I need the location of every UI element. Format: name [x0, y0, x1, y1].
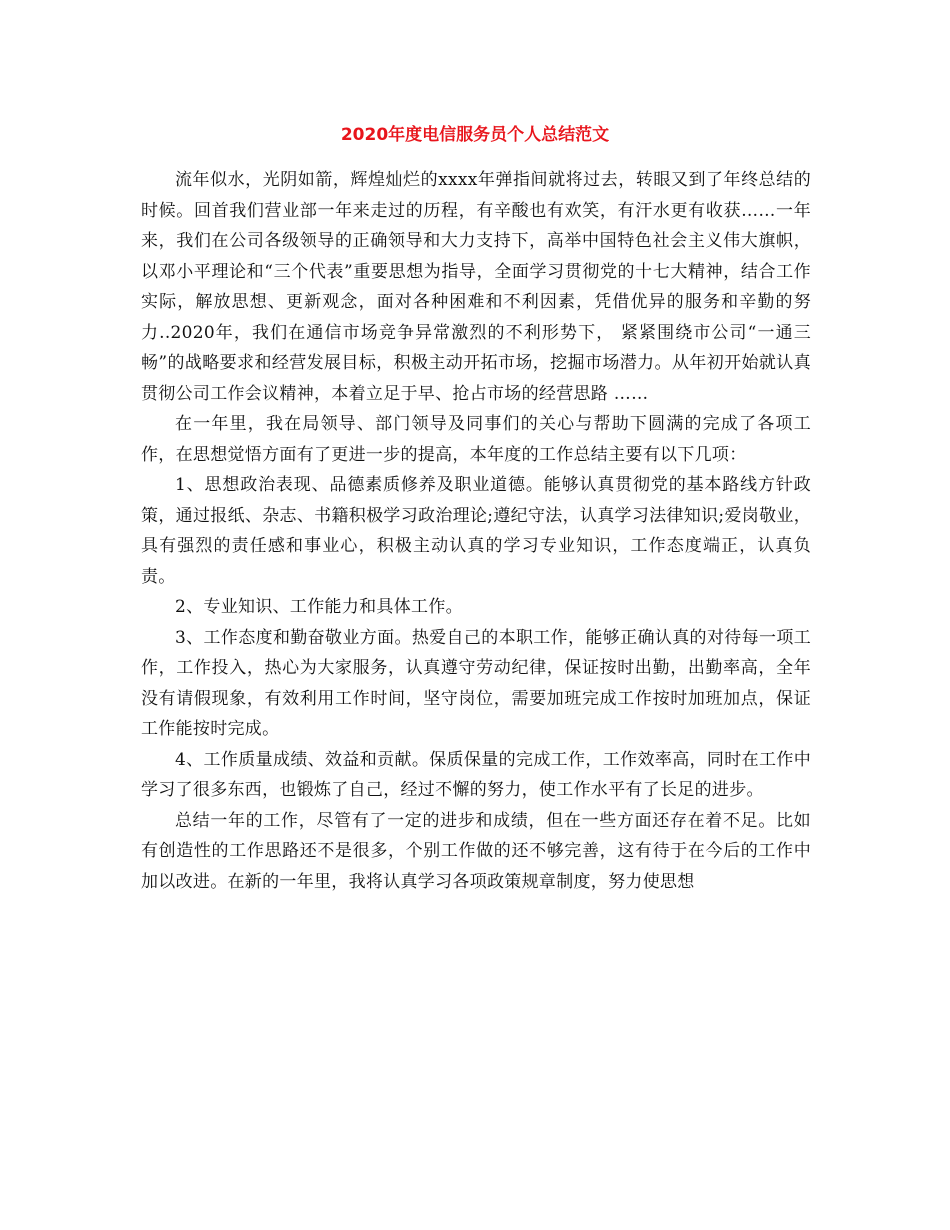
paragraph-item-1-political: 1、思想政治表现、品德素质修养及职业道德。能够认真贯彻党的基本路线方针政策，通过报纸、杂志、书籍积极学习政治理论;遵纪守法，认真学习法律知识;爱岗敬业，具有强烈的责任感和事业心，积极主动认真的学习专业知识，工作态度端正，认真负责。	[141, 475, 811, 587]
paragraph-intro: 流年似水，光阴如箭，辉煌灿烂的xxxx年弹指间就将过去，转眼又到了年终总结的时候。回首我们营业部一年来走过的历程，有辛酸也有欢笑，有汗水更有收获……一年来，我们在公司各级领导的正确领导和大力支持下，高举中国特色社会主义伟大旗帜，以邓小平理论和“三个代表”重要思想为指导，全面学习贯彻党的十七大精神，结合工作实际，解放思想、更新观念，面对各种困难和不利因素，凭借优异的服务和辛勤的努力..2020年，我们在通信市场竞争异常激烈的不利形势下， 紧紧围绕市公司“一通三畅”的战略要求和经营发展目标，积极主动开拓市场，挖掘市场潜力。从年初开始就认真贯彻公司工作会议精神，本着立足于早、抢占市场的经营思路 ……	[141, 170, 811, 404]
paragraph-item-2-professional: 2、专业知识、工作能力和具体工作。	[175, 597, 463, 617]
document-title: 2020年度电信服务员个人总结范文	[340, 125, 610, 145]
paragraph-conclusion: 总结一年的工作，尽管有了一定的进步和成绩，但在一些方面还存在着不足。比如有创造性的工作思路还不是很多，个别工作做的还不够完善，这有待于在今后的工作中加以改进。在新的一年里，我将认真学习各项政策规章制度，努力使思想	[141, 810, 811, 892]
document-body	[141, 165, 811, 897]
paragraph-summary-overview: 在一年里，我在局领导、部门领导及同事们的关心与帮助下圆满的完成了各项工作，在思想觉悟方面有了更进一步的提高，本年度的工作总结主要有以下几项：	[141, 414, 811, 465]
paragraph-item-4-quality: 4、工作质量成绩、效益和贡献。保质保量的完成工作，工作效率高，同时在工作中学习了很多东西，也锻炼了自己，经过不懈的努力，使工作水平有了长足的进步。	[141, 749, 811, 800]
paragraph-item-3-attitude: 3、工作态度和勤奋敬业方面。热爱自己的本职工作，能够正确认真的对待每一项工作，工作投入，热心为大家服务，认真遵守劳动纪律，保证按时出勤，出勤率高，全年没有请假现象，有效利用工作时间，坚守岗位，需要加班完成工作按时加班加点，保证工作能按时完成。	[141, 627, 811, 739]
